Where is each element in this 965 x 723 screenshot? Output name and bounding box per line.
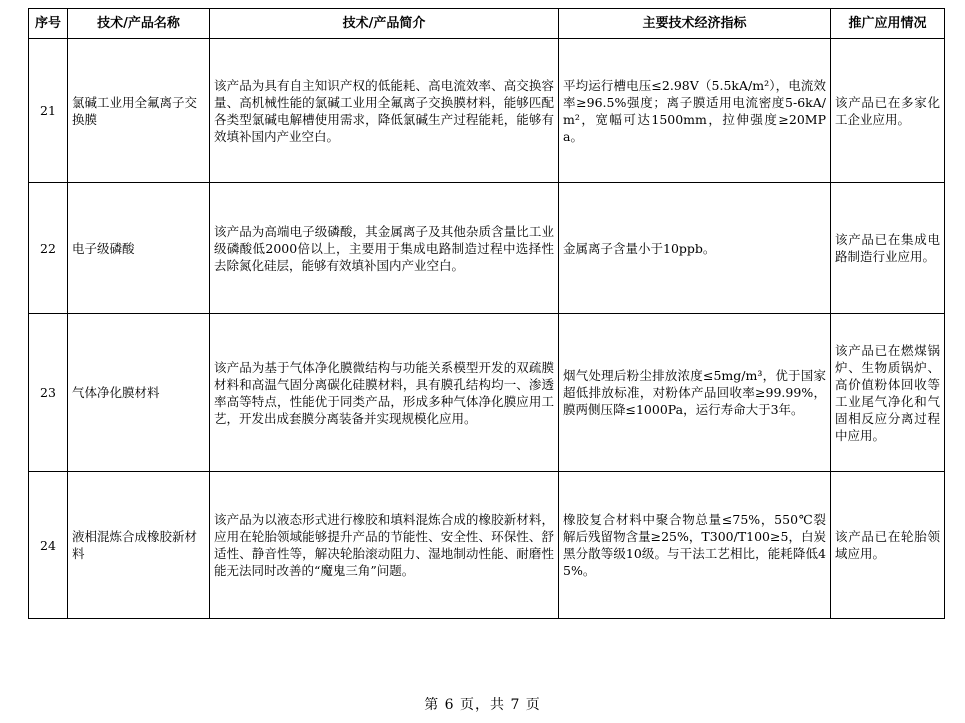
row-indicators: 平均运行槽电压≤2.98V（5.5kA/m²），电流效率≥96.5%强度；离子膜适用电流密度5-6kA/m²，宽幅可达1500mm，拉伸强度≥20MPa。 <box>559 39 831 183</box>
row-number: 24 <box>29 472 68 619</box>
row-application: 该产品已在轮胎领域应用。 <box>831 472 945 619</box>
row-name: 氯碱工业用全氟离子交换膜 <box>68 39 210 183</box>
row-description: 该产品为具有自主知识产权的低能耗、高电流效率、高交换容量、高机械性能的氯碱工业用全氟离子交换膜材料，能够匹配各类型氯碱电解槽使用需求，降低氯碱生产过程能耗，能够有效填补国内产业空白。 <box>210 39 559 183</box>
row-description: 该产品为高端电子级磷酸，其金属离子及其他杂质含量比工业级磷酸低2000倍以上，主要用于集成电路制造过程中选择性去除氮化硅层，能够有效填补国内产业空白。 <box>210 183 559 314</box>
header-name: 技术/产品名称 <box>68 9 210 39</box>
row-application: 该产品已在燃煤锅炉、生物质锅炉、高价值粉体回收等工业尾气净化和气固相反应分离过程中应用。 <box>831 314 945 472</box>
row-number: 21 <box>29 39 68 183</box>
row-name: 液相混炼合成橡胶新材料 <box>68 472 210 619</box>
row-name: 气体净化膜材料 <box>68 314 210 472</box>
header-application: 推广应用情况 <box>831 9 945 39</box>
header-no: 序号 <box>29 9 68 39</box>
row-indicators: 橡胶复合材料中聚合物总量≤75%，550℃裂解后残留物含量≥25%，T300/T100≥5，白炭黑分散等级10级。与干法工艺相比，能耗降低45%。 <box>559 472 831 619</box>
page-number: 第 6 页，共 7 页 <box>424 697 541 713</box>
row-number: 23 <box>29 314 68 472</box>
row-indicators: 金属离子含量小于10ppb。 <box>559 183 831 314</box>
table-row <box>29 314 945 472</box>
table-row <box>29 183 945 314</box>
header-desc: 技术/产品简介 <box>210 9 559 39</box>
table-row <box>29 472 945 619</box>
row-application: 该产品已在集成电路制造行业应用。 <box>831 183 945 314</box>
row-name: 电子级磷酸 <box>68 183 210 314</box>
row-application: 该产品已在多家化工企业应用。 <box>831 39 945 183</box>
row-number: 22 <box>29 183 68 314</box>
header-indicators: 主要技术经济指标 <box>559 9 831 39</box>
product-table <box>28 8 945 619</box>
row-description: 该产品为基于气体净化膜微结构与功能关系模型开发的双疏膜材料和高温气固分离碳化硅膜材料，具有膜孔结构均一、渗透率高等特点，性能优于同类产品，形成多种气体净化膜应用工艺，开发出成套膜分离装备并实现规模化应用。 <box>210 314 559 472</box>
table-header-row <box>29 9 945 39</box>
table-row <box>29 39 945 183</box>
row-description: 该产品为以液态形式进行橡胶和填料混炼合成的橡胶新材料，应用在轮胎领域能够提升产品的节能性、安全性、环保性、舒适性、静音性等，解决轮胎滚动阻力、湿地制动性能、耐磨性能无法同时改善的“魔鬼三角”问题。 <box>210 472 559 619</box>
row-indicators: 烟气处理后粉尘排放浓度≤5mg/m³，优于国家超低排放标准，对粉体产品回收率≥99.99%，膜两侧压降≤1000Pa，运行寿命大于3年。 <box>559 314 831 472</box>
